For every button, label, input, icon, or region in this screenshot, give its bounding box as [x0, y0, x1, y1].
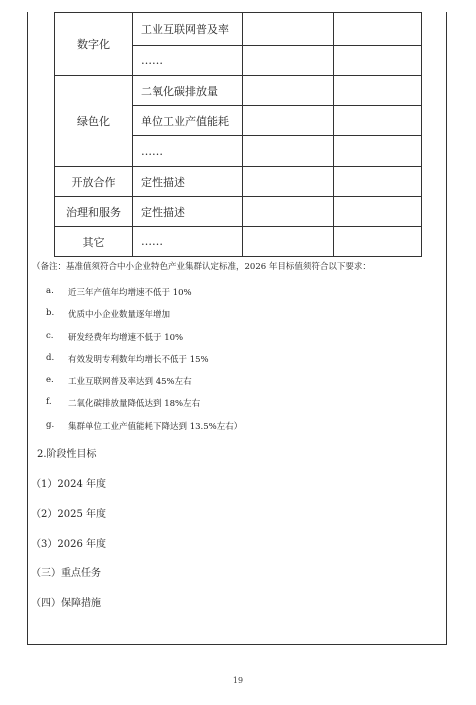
- remark-text: 集群单位工业产值能耗下降达到 13.5%左右）: [68, 422, 243, 432]
- target-cell[interactable]: [334, 13, 422, 46]
- table-row: [55, 227, 422, 257]
- baseline-cell[interactable]: [243, 167, 334, 197]
- indicator-cell: 定性描述: [133, 197, 243, 227]
- target-cell[interactable]: [334, 197, 422, 227]
- target-cell[interactable]: [334, 76, 422, 106]
- indicator-cell: ……: [133, 46, 243, 76]
- target-cell[interactable]: [334, 136, 422, 167]
- year-2026-heading: （3）2026 年度: [31, 539, 106, 550]
- baseline-cell[interactable]: [243, 197, 334, 227]
- baseline-cell[interactable]: [243, 76, 334, 106]
- remark-mark: b.: [46, 308, 55, 318]
- target-cell[interactable]: [334, 46, 422, 76]
- indicator-cell: 二氧化碳排放量: [133, 76, 243, 106]
- baseline-cell[interactable]: [243, 46, 334, 76]
- table-row: [55, 13, 422, 46]
- indicator-cell: 定性描述: [133, 167, 243, 197]
- remark-text: 研发经费年均增速不低于 10%: [68, 333, 184, 343]
- remark-mark: f.: [46, 397, 52, 407]
- remark-mark: c.: [46, 331, 54, 341]
- target-cell[interactable]: [334, 227, 422, 257]
- page-number: 19: [232, 676, 244, 685]
- remark-mark: e.: [46, 375, 54, 385]
- indicator-cell: ……: [133, 227, 243, 257]
- category-cell: 开放合作: [55, 167, 133, 197]
- baseline-cell[interactable]: [243, 13, 334, 46]
- indicator-cell: 单位工业产值能耗: [133, 106, 243, 136]
- target-cell[interactable]: [334, 167, 422, 197]
- remarks-intro: （备注：基准值须符合中小企业特色产业集群认定标准，2026 年目标值须符合以下要求：: [32, 262, 371, 272]
- baseline-cell[interactable]: [243, 136, 334, 167]
- category-cell: 其它: [55, 227, 133, 257]
- remark-mark: a.: [46, 286, 54, 296]
- remark-text: 优质中小企业数量逐年增加: [68, 310, 171, 320]
- category-cell: 治理和服务: [55, 197, 133, 227]
- remark-mark: d.: [46, 353, 55, 363]
- remark-mark: g.: [46, 420, 55, 430]
- remark-text: 二氧化碳排放量降低达到 18%左右: [68, 399, 201, 409]
- category-cell: 绿色化: [55, 76, 133, 167]
- indicator-cell: ……: [133, 136, 243, 167]
- remark-text: 工业互联网普及率达到 45%左右: [68, 377, 192, 387]
- targets-table: [54, 12, 422, 257]
- safeguards-heading: （四）保障措施: [31, 598, 101, 609]
- table-row: [55, 76, 422, 106]
- baseline-cell[interactable]: [243, 227, 334, 257]
- key-tasks-heading: （三）重点任务: [31, 568, 101, 579]
- table-row: [55, 197, 422, 227]
- table-row: [55, 167, 422, 197]
- indicator-cell: 工业互联网普及率: [133, 13, 243, 46]
- category-cell: 数字化: [55, 13, 133, 76]
- remark-text: 近三年产值年均增速不低于 10%: [68, 288, 192, 298]
- target-cell[interactable]: [334, 106, 422, 136]
- stage-targets-heading: 2.阶段性目标: [37, 449, 97, 460]
- year-2025-heading: （2）2025 年度: [31, 509, 106, 520]
- year-2024-heading: （1）2024 年度: [31, 479, 106, 490]
- remark-text: 有效发明专利数年均增长不低于 15%: [68, 355, 209, 365]
- baseline-cell[interactable]: [243, 106, 334, 136]
